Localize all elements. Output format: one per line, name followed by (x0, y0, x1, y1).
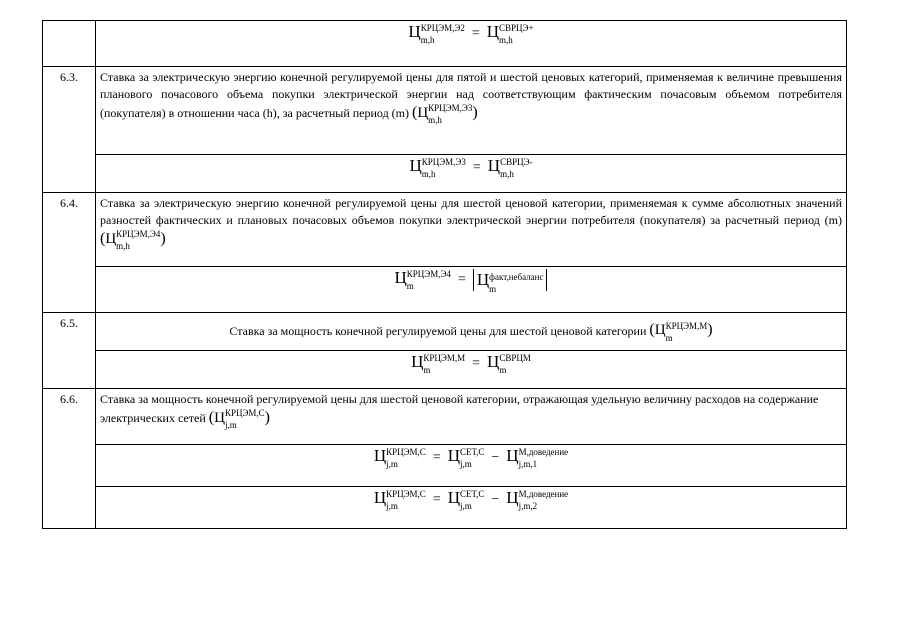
table-row (43, 487, 847, 529)
formula-c1: Ц КРЦЭМ,С j,m = Ц СЕТ,С j,m − Ц М,доведение j,m,1 (96, 445, 847, 487)
table-row (43, 193, 847, 267)
table-row (43, 445, 847, 487)
table-row (43, 21, 847, 67)
table-row (43, 313, 847, 351)
inline-formula: (Ц КРЦЭМ,Э4 m,h ) (100, 229, 166, 251)
table-row (43, 67, 847, 155)
row-description: Ставка за мощность конечной регулируемой цены для шестой ценовой категории, отражающая удельную величину расходов на содержание электрических сетей (Ц КРЦЭМ,С j,m ) (96, 389, 847, 445)
inline-formula: (Ц КРЦЭМ,М m ) (649, 320, 713, 343)
table-row (43, 267, 847, 313)
formula-m: Ц КРЦЭМ,М m = Ц СВРЦМ m (96, 351, 847, 389)
row-description: Ставка за мощность конечной регулируемой цены для шестой ценовой категории (Ц КРЦЭМ,М m ) (96, 313, 847, 351)
absolute-value: Ц факт,небаланс m (473, 269, 548, 291)
formula-e2: Ц КРЦЭМ,Э2 m,h = Ц СВРЦЭ+ m,h (96, 21, 847, 67)
inline-formula: (Ц КРЦЭМ,Э3 m,h ) (412, 103, 478, 125)
tariff-table (42, 20, 847, 529)
formula-e4: Ц КРЦЭМ,Э4 m = Ц факт,небаланс m (96, 267, 847, 313)
table-row (43, 351, 847, 389)
table-row (43, 155, 847, 193)
row-number (43, 21, 96, 67)
formula-c2: Ц КРЦЭМ,С j,m = Ц СЕТ,С j,m − Ц М,доведение j,m,2 (96, 487, 847, 529)
row-number: 6.6. (43, 389, 96, 529)
row-number: 6.4. (43, 193, 96, 313)
row-number: 6.3. (43, 67, 96, 193)
formula-e3: Ц КРЦЭМ,Э3 m,h = Ц СВРЦЭ- m,h (96, 155, 847, 193)
table-row (43, 389, 847, 445)
row-description: Ставка за электрическую энергию конечной регулируемой цены для шестой ценовой категории, применяемая к сумме абсолютных значений разностей фактических и плановых почасовых объемов покупки электрической энергии потребителя (покупателя) за расчетный период (m) (Ц КРЦЭМ,Э4 m,h ) (96, 193, 847, 267)
inline-formula: (Ц КРЦЭМ,С j,m ) (208, 408, 270, 430)
row-number: 6.5. (43, 313, 96, 389)
row-description: Ставка за электрическую энергию конечной регулируемой цены для пятой и шестой ценовых категорий, применяемая к величине превышения планового почасового объема покупки электрической энергии над соответствующим фактическим почасовым объемом потребителя (покупателя) в отношении часа (h), за расчетный период (m) (Ц КРЦЭМ,Э3 m,h ) (96, 67, 847, 155)
